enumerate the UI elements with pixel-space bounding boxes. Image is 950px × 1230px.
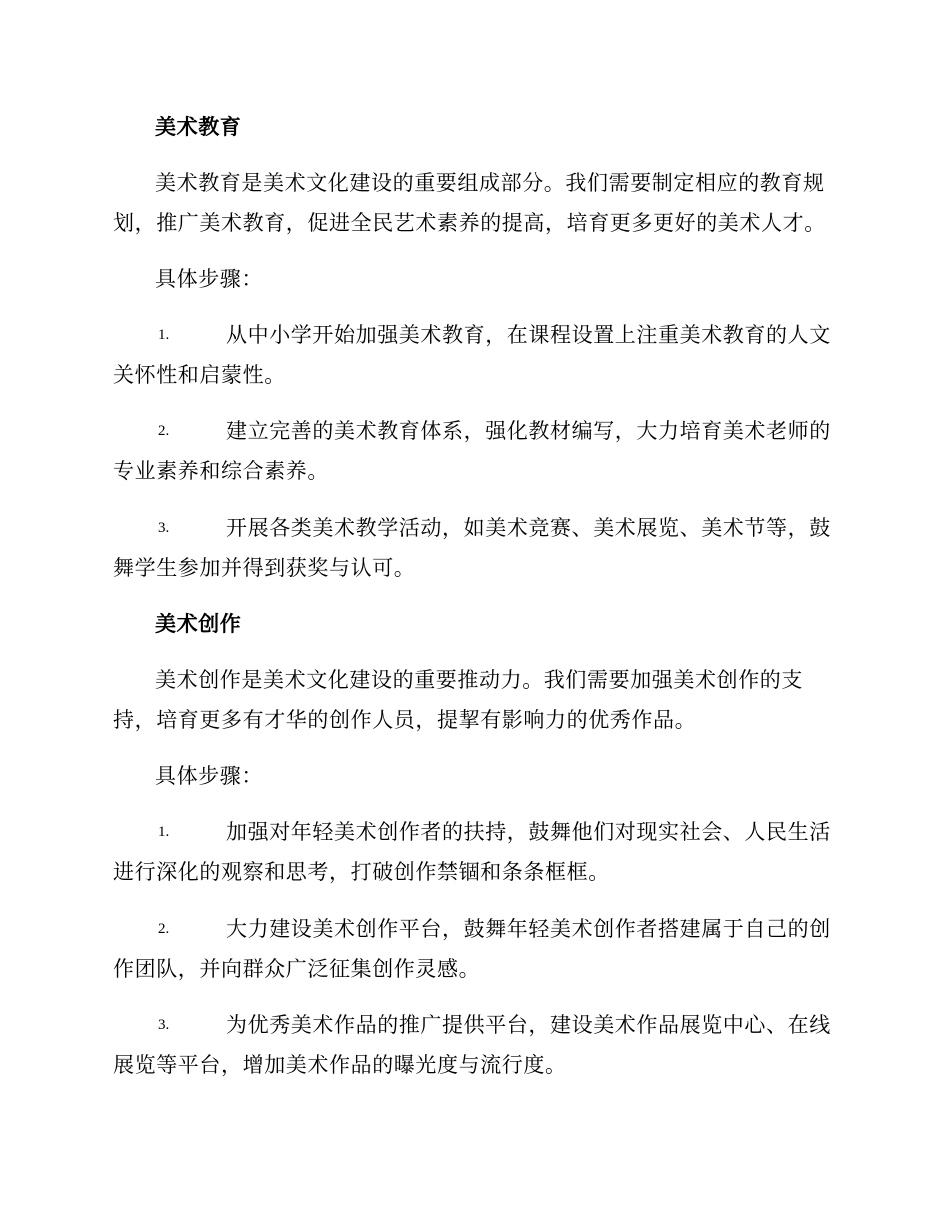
paragraph-line: 美术创作是美术文化建设的重要推动力。我们需要加强美术创作的支 — [155, 668, 803, 692]
list-item-line: 开展各类美术教学活动，如美术竞赛、美术展览、美术节等，鼓 — [226, 516, 831, 540]
list-item-line: 展览等平台，增加美术作品的曝光度与流行度。 — [113, 1053, 567, 1077]
list-item-line: 从中小学开始加强美术教育，在课程设置上注重美术教育的人文 — [226, 323, 831, 347]
list-item-line: 进行深化的观察和思考，打破创作禁锢和条条框框。 — [113, 860, 610, 884]
list-item-line: 为优秀美术作品的推广提供平台，建设美术作品展览中心、在线 — [226, 1013, 831, 1037]
list-item-line: 建立完善的美术教育体系，强化教材编写，大力培育美术老师的 — [226, 419, 831, 443]
list-item-line: 大力建设美术创作平台，鼓舞年轻美术创作者搭建属于自己的创 — [226, 917, 831, 941]
list-item-line: 作团队，并向群众广泛征集创作灵感。 — [113, 957, 481, 981]
list-item-number: 2. — [158, 921, 170, 937]
section-heading: 美术创作 — [155, 611, 242, 636]
list-item-line: 舞学生参加并得到获奖与认可。 — [113, 556, 416, 580]
paragraph-line: 划，推广美术教育，促进全民艺术素养的提高，培育更多更好的美术人才。 — [113, 211, 826, 235]
list-item-number: 3. — [158, 520, 170, 536]
steps-label: 具体步骤： — [155, 764, 263, 788]
list-item-number: 3. — [158, 1017, 170, 1033]
list-item-line: 专业素养和综合素养。 — [113, 459, 329, 483]
steps-label: 具体步骤： — [155, 267, 263, 291]
paragraph-line: 持，培育更多有才华的创作人员，提挈有影响力的优秀作品。 — [113, 708, 697, 732]
list-item-line: 加强对年轻美术创作者的扶持，鼓舞他们对现实社会、人民生活 — [226, 820, 831, 844]
list-item-number: 1. — [158, 327, 170, 343]
list-item-number: 1. — [158, 824, 170, 840]
list-item-number: 2. — [158, 423, 170, 439]
section-heading: 美术教育 — [155, 114, 242, 139]
paragraph-line: 美术教育是美术文化建设的重要组成部分。我们需要制定相应的教育规 — [155, 171, 825, 195]
list-item-line: 关怀性和启蒙性。 — [113, 363, 286, 387]
